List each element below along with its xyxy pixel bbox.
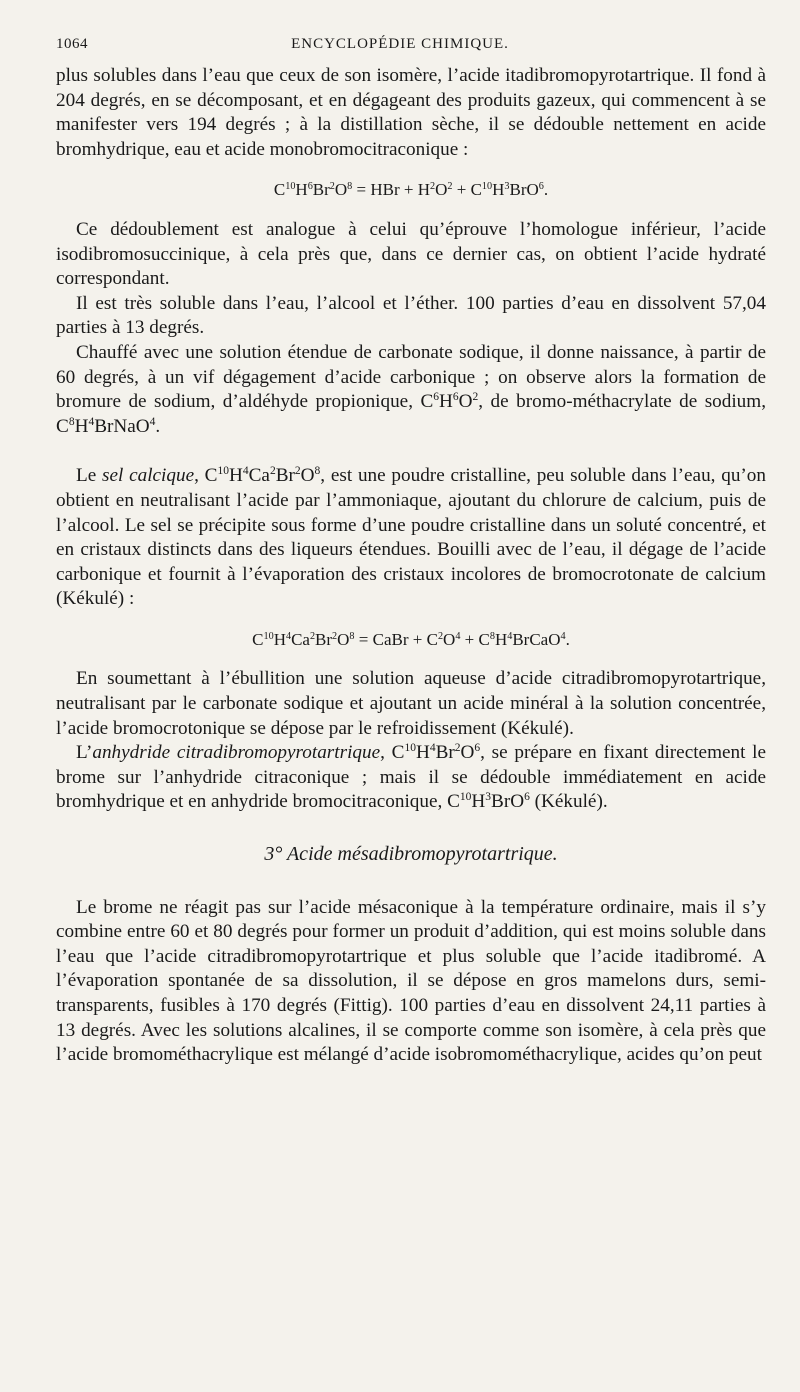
eq1-term-3: $C^{10}H^3BrO^6$ — [470, 180, 544, 200]
eq1-term-1: HBr — [370, 180, 400, 200]
formula-bromocitraconic: $C^{10}H^3BrO^6$ — [447, 791, 530, 813]
p7-lead: L’ — [76, 742, 93, 764]
p7-text-b: , se prépare en fixant directement le brome sur l’anhydride citraconique ; mais il se dédouble immédiatement en acide bromhydrique et en anhydride bromocitraconique, — [56, 742, 766, 813]
paragraph-2: Ce dédoublement est analogue à celui qu’éprouve l’homologue inférieur, l’acide isodibromosuccinique, à cela près que, dans ce dernier cas, on obtient l’acide hydraté correspondant. — [56, 218, 766, 290]
eq1-plus-2: + — [452, 180, 471, 200]
p4-end: . — [155, 415, 161, 437]
eq2-term-3: $C^8H^4BrCaO^4$ — [478, 629, 566, 649]
formula-calcium-salt: $C^{10}H^4Ca^2Br^2O^8$ — [204, 465, 321, 487]
eq2-lhs: $C^{10}H^4Ca^2Br^2O^8$ — [252, 629, 355, 649]
paragraph-8: Le brome ne réagit pas sur l’acide mésaconique à la température ordinaire, mais il s’y combine entre 60 et 80 degrés pour former un produit d’addition, qui est moins soluble dans l’eau que l’acide citradibromopyrotartrique et plus soluble que l’acide itadibromé. A l’évaporation spontanée de sa dissolution, il se dépose en gros mamelons durs, semi-transparents, fusibles à 170 degrés (Fittig). 100 parties d’eau en dissolvent 24,11 parties à 13 degrés. Avec les solutions alcalines, il se comporte comme son isomère, à cela près que l’acide bromométhacrylique est mélangé d’acide isobromométhacrylique, acides qu’on peut — [56, 896, 766, 1066]
section-title: Acide mésadibromopyrotartrique. — [286, 843, 558, 866]
paragraph-6: En soumettant à l’ébullition une solution aqueuse d’acide citradibromopyrotartrique, neutralisant par le carbonate sodique et ajoutant un acide minéral à la solution concentrée, l’acide bromocrotonique se dépose par le refroidissement (Kékulé). — [56, 668, 766, 739]
equation-2 — [56, 628, 766, 653]
paragraph-1: plus solubles dans l’eau que ceux de son isomère, l’acide itadibromopyrotartrique. Il fond à 204 degrés, en se décomposant, et en dégageant des produits gazeux, qui commencent à se manifester vers 194 degrés ; à la distillation sèche, il se dédouble nettement en acide bromhydrique, eau et acide monobromocitraconique : — [56, 65, 766, 160]
eq2-term-2: $C^2O^4$ — [426, 629, 461, 649]
eq2-plus-1: + — [408, 629, 427, 649]
paragraph-4 — [56, 341, 766, 439]
term-anhydride: anhydride citradibromopyrotartrique — [92, 742, 381, 764]
eq1-equals: = — [352, 180, 371, 200]
eq1-term-2: $H^2O^2$ — [417, 180, 453, 200]
eq2-end: . — [565, 629, 570, 649]
eq2-term-1: CaBr — [372, 629, 409, 649]
eq2-equals: = — [354, 629, 373, 649]
formula-bromomethacrylate: $C^8H^4BrNaO^4$ — [56, 415, 156, 437]
body-text — [56, 64, 766, 1068]
p5-text-b: , est une poudre cristalline, peu soluble dans l’eau, qu’on obtient en neutralisant l’acide par l’ammoniaque, ajoutant du chlorure de calcium, puis de l’alcool. Le sel se précipite sous forme d’une poudre cristalline dans un soluté concentré, et en cristaux distincts dans des liqueurs étendues. Bouilli avec de l’eau, il dégage de l’acide carbonique et fournit à l’évaporation des cristaux incolores de bromocrotonate de calcium (Kékulé) : — [56, 465, 766, 610]
p4-text-a: Chauffé avec une solution étendue de carbonate sodique, il donne naissance, à partir de 60 degrés, à un vif dégagement d’acide carbonique ; on observe alors la formation de bromure de sodium, d’aldéhyde propionique, — [56, 341, 766, 413]
running-title: ENCYCLOPÉDIE CHIMIQUE. — [291, 36, 509, 52]
p7-text-c: (Kékulé). — [529, 791, 608, 813]
paragraph-3: Il est très soluble dans l’eau, l’alcool et l’éther. 100 parties d’eau en dissolvent 57,04 parties à 13 degrés. — [56, 292, 766, 339]
paragraph-5 — [56, 464, 766, 612]
formula-anhydride: $C^{10}H^4Br^2O^6$ — [391, 742, 481, 764]
p7-text-a: , — [380, 742, 392, 764]
eq1-lhs: $C^{10}H^6Br^2O^8$ — [273, 180, 353, 200]
p4-text-b: , de bromo-méthacrylate de sodium, — [478, 391, 767, 413]
equation-1 — [56, 178, 766, 203]
eq1-end: . — [543, 180, 549, 200]
page-number: 1064 — [56, 36, 88, 52]
eq1-plus-1: + — [399, 180, 418, 200]
spacer — [56, 439, 766, 464]
eq2-plus-2: + — [460, 629, 479, 649]
term-sel-calcique: sel calcique — [102, 465, 195, 487]
section-heading — [56, 842, 766, 867]
formula-propionic-aldehyde: $C^6H^6O^2$ — [420, 391, 479, 413]
p5-lead: Le — [76, 465, 103, 487]
paragraph-7 — [56, 741, 766, 815]
section-number: 3° — [264, 843, 283, 866]
p5-text-a: , — [194, 465, 205, 487]
